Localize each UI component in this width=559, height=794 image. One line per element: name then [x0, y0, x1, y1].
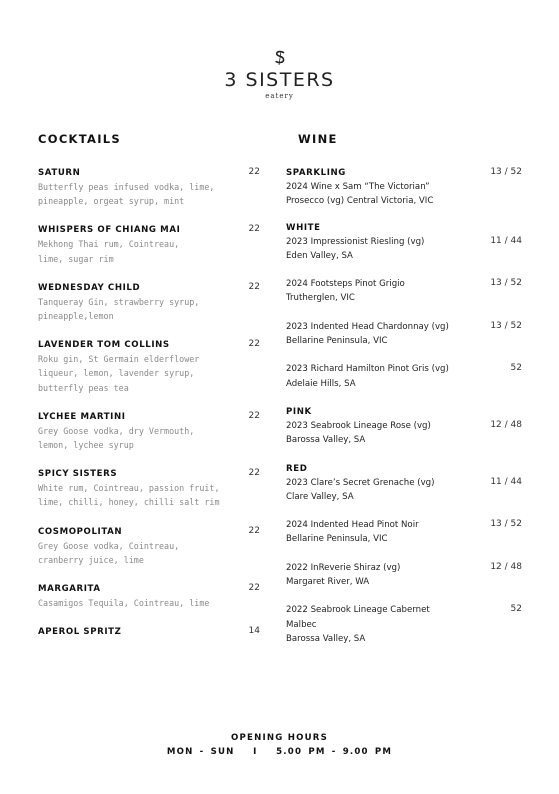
- cocktail-item: [38, 410, 260, 452]
- cocktail-item: [38, 525, 260, 567]
- wine-name: 2023 Clare’s Secret Grenache (vg): [286, 477, 435, 488]
- wine-price: 52: [510, 363, 522, 374]
- wine-region: Barossa Valley, SA: [286, 435, 366, 446]
- cocktail-desc: lime, chilli, honey, chilli salt rim: [38, 497, 220, 508]
- cocktail-name: MARGARITA: [38, 584, 101, 595]
- wine-name: 2023 Seabrook Lineage Rose (vg): [286, 420, 431, 431]
- wine-region: Barossa Valley, SA: [286, 633, 366, 644]
- cocktail-name: WEDNESDAY CHILD: [38, 282, 141, 293]
- cocktail-price: 22: [248, 468, 260, 479]
- cocktail-desc: Butterfly peas infused vodka, lime,: [38, 182, 215, 192]
- cocktail-price: 14: [248, 626, 260, 637]
- cocktail-price: 22: [248, 281, 260, 292]
- wine-item: [286, 462, 522, 505]
- cocktail-name: LAVENDER TOM COLLINS: [38, 340, 170, 351]
- cocktail-name: SATURN: [38, 168, 81, 178]
- wine-region: Prosecco (vg) Central Victoria, VIC: [286, 196, 434, 207]
- cocktail-price: 22: [248, 339, 260, 350]
- cocktail-price: 22: [248, 525, 260, 536]
- cocktail-desc: Grey Goose vodka, dry Vermouth,: [38, 425, 195, 436]
- cocktail-desc: cranberry juice, lime: [38, 554, 144, 565]
- cocktail-item: [38, 582, 260, 610]
- wine-item: [286, 603, 522, 646]
- cocktail-desc: pineapple,lemon: [38, 311, 114, 322]
- cocktail-item: [38, 338, 260, 395]
- cocktail-desc: Grey Goose vodka, Cointreau,: [38, 540, 180, 551]
- wine-item: [286, 277, 522, 306]
- cocktail-item: [38, 467, 260, 509]
- wine-price: 12 / 48: [490, 419, 522, 430]
- logo-s-icon: [273, 50, 287, 66]
- brand-logo: [0, 50, 559, 100]
- wine-category: SPARKLING: [286, 168, 346, 178]
- cocktail-desc: lime, sugar rim: [38, 253, 114, 264]
- cocktails-list: [38, 166, 260, 639]
- cocktail-name: SPICY SISTERS: [38, 469, 118, 480]
- cocktail-desc: butterfly peas tea: [38, 382, 129, 393]
- wine-region: Bellarine Peninsula, VIC: [286, 336, 388, 347]
- wine-name: 2023 Indented Head Chardonnay (vg): [286, 321, 449, 332]
- cocktail-name: COSMOPOLITAN: [38, 526, 123, 537]
- wine-price: 13 / 52: [490, 320, 522, 331]
- wine-region: Trutherglen, VIC: [286, 293, 355, 304]
- cocktail-desc: pineapple, orgeat syrup, mint: [38, 196, 185, 207]
- wine-region: Clare Valley, SA: [286, 491, 354, 502]
- cocktail-item: [38, 281, 260, 323]
- wine-price: 12 / 48: [490, 561, 522, 572]
- cocktail-price: 22: [248, 410, 260, 421]
- wine-region: Adelaie Hills, SA: [286, 378, 356, 389]
- wine-item: [286, 561, 522, 590]
- wine-title: WINE: [298, 132, 338, 146]
- wine-category: PINK: [286, 406, 312, 417]
- wine-price: 13 / 52: [490, 519, 522, 530]
- wine-item: [286, 518, 522, 547]
- wine-item: [286, 166, 522, 209]
- wine-name: 2024 Indented Head Pinot Noir: [286, 520, 419, 531]
- wine-price: 11 / 44: [490, 476, 522, 487]
- wine-price: 11 / 44: [490, 235, 522, 246]
- wine-price: 13 / 52: [490, 167, 522, 177]
- cocktail-desc: Tanqueray Gin, strawberry syrup,: [38, 296, 200, 307]
- wine-category: RED: [286, 463, 308, 474]
- wine-region: Margaret River, WA: [286, 577, 370, 588]
- cocktail-desc: liqueur, lemon, lavender syrup,: [38, 368, 195, 379]
- cocktail-price: 22: [248, 583, 260, 594]
- opening-hours-title: OPENING HOURS: [231, 733, 328, 743]
- wine-item: [286, 320, 522, 349]
- wine-item: [286, 221, 522, 264]
- cocktail-desc: Casamigos Tequila, Cointreau, lime: [38, 598, 210, 609]
- wine-list: [286, 166, 522, 646]
- cocktail-price: 22: [248, 224, 260, 235]
- cocktail-desc: lemon, lychee syrup: [38, 440, 134, 451]
- brand-subtitle: eatery: [265, 92, 294, 100]
- wine-name: 2023 Impressionist Riesling (vg): [286, 236, 425, 247]
- wine-name: 2022 InReverie Shiraz (vg): [286, 562, 401, 573]
- cocktail-desc: White rum, Cointreau, passion fruit,: [38, 483, 220, 494]
- cocktail-item: [38, 625, 260, 639]
- wine-region: Bellarine Peninsula, VIC: [286, 534, 388, 545]
- cocktail-name: WHISPERS OF CHIANG MAI: [38, 225, 181, 236]
- wine-name: 2022 Seabrook Lineage Cabernet: [286, 605, 430, 616]
- wine-name: 2023 Richard Hamilton Pinot Gris (vg): [286, 364, 449, 375]
- brand-name: 3 SISTERS: [224, 69, 335, 91]
- wine-region: Eden Valley, SA: [286, 250, 353, 261]
- cocktail-item: [38, 166, 260, 208]
- cocktail-name: LYCHEE MARTINI: [38, 411, 126, 422]
- cocktail-item: [38, 223, 260, 265]
- wine-name: 2024 Footsteps Pinot Grigio: [286, 279, 405, 290]
- cocktails-title: COCKTAILS: [38, 132, 122, 146]
- wine-price: 52: [510, 604, 522, 615]
- wine-item: [286, 405, 522, 448]
- cocktail-name: APEROL SPRITZ: [38, 627, 122, 638]
- wine-item: [286, 362, 522, 391]
- wine-price: 13 / 52: [490, 278, 522, 289]
- cocktail-price: 22: [248, 167, 260, 177]
- wine-name-cont: Malbec: [286, 619, 317, 630]
- opening-hours-time: MON - SUN I 5.00 PM - 9.00 PM: [166, 747, 393, 757]
- wine-name: 2024 Wine x Sam “The Victorian”: [286, 182, 430, 192]
- cocktail-desc: Mekhong Thai rum, Cointreau,: [38, 239, 180, 250]
- wine-category: WHITE: [286, 222, 321, 233]
- cocktail-desc: Roku gin, St Germain elderflower: [38, 354, 200, 365]
